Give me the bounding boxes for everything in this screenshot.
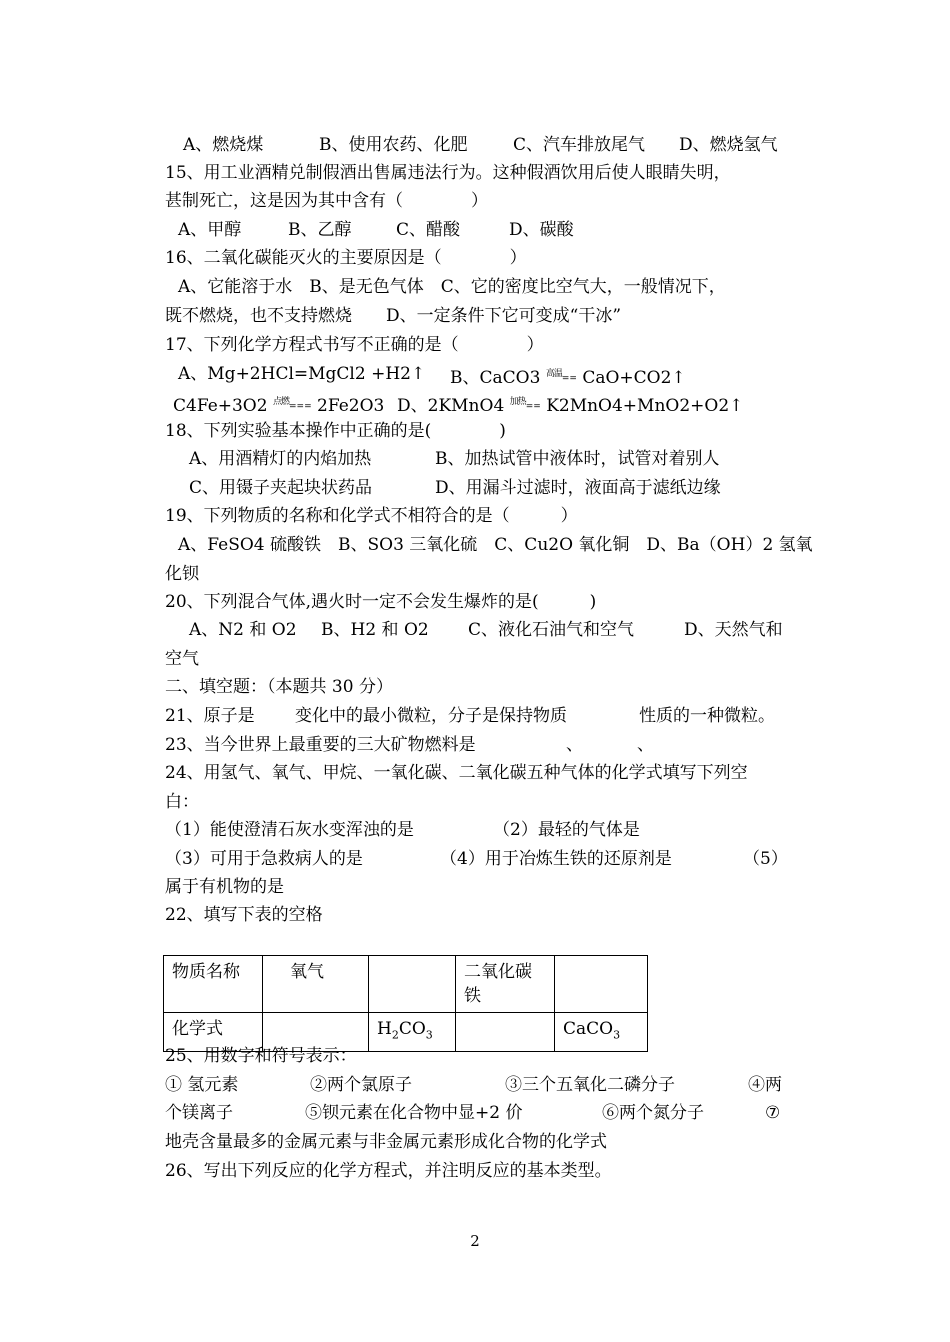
q19-stem: 19、下列物质的名称和化学式不相符合的是（ ） xyxy=(165,506,578,526)
q16-stem: 16、二氧化碳能灭火的主要原因是（ ） xyxy=(165,248,527,268)
q18-option-a: A、用酒精灯的内焰加热 xyxy=(189,449,372,469)
h2co3-sub-3: 3 xyxy=(425,1028,433,1042)
q18-stem: 18、下列实验基本操作中正确的是( ) xyxy=(165,421,506,441)
q15-option-d: D、碳酸 xyxy=(509,220,574,240)
table-cell-label-formula: 化学式 xyxy=(164,1013,263,1052)
table-cell-empty-2[interactable] xyxy=(555,956,648,1013)
table-text-co2: 二氧化碳 xyxy=(464,962,532,982)
q23-separator-2: 、 xyxy=(637,735,654,755)
q15-option-b: B、乙醇 xyxy=(288,220,352,240)
q17-c-equals: === xyxy=(288,402,312,412)
q18-option-b: B、加热试管中液体时，试管对着别人 xyxy=(435,449,720,469)
q25-item-1: ① 氢元素 xyxy=(165,1075,239,1095)
q24-stem-line1: 24、用氢气、氧气、甲烷、一氧化碳、二氧化碳五种气体的化学式填写下列空 xyxy=(165,763,748,783)
q24-line5: 属于有机物的是 xyxy=(165,877,284,897)
q20-options-line2: 空气 xyxy=(165,649,199,669)
q25-item-3: ③三个五氧化二磷分子 xyxy=(505,1075,675,1095)
q25-item-5: ⑤钡元素在化合物中显+2 价 xyxy=(305,1103,523,1123)
q25-item-4a: ④两 xyxy=(748,1075,782,1095)
caco3-sub-3: 3 xyxy=(613,1028,621,1042)
q25-stem: 25、用数字和符号表示： xyxy=(165,1046,357,1066)
q15-option-a: A、甲醇 xyxy=(178,220,242,240)
q23-text: 23、当今世界上最重要的三大矿物燃料是 xyxy=(165,735,476,755)
q14-option-a: A、燃烧煤 xyxy=(183,135,264,155)
table-cell-label-name: 物质名称 xyxy=(164,956,263,1013)
table-cell-co2-iron xyxy=(456,956,555,1013)
q21 xyxy=(165,704,787,728)
page-number: 2 xyxy=(470,1232,480,1250)
q21-part-a: 21、原子是 xyxy=(165,706,255,726)
q25-item-6: ⑥两个氮分子 xyxy=(602,1103,704,1123)
q24-line4 xyxy=(165,847,787,871)
q20-option-d: D、天然气和 xyxy=(684,620,783,640)
q22-stem: 22、填写下表的空格 xyxy=(165,905,323,925)
q24-part-4: （4）用于冶炼生铁的还原剂是 xyxy=(440,849,672,869)
q14-option-c: C、汽车排放尾气 xyxy=(513,135,646,155)
q17-stem: 17、下列化学方程式书写不正确的是（ ） xyxy=(165,335,544,355)
q24-line3 xyxy=(165,818,787,842)
q17-b-equals: == xyxy=(561,374,577,384)
q20-option-a: A、N2 和 O2 xyxy=(189,620,297,640)
q20-option-c: C、液化石油气和空气 xyxy=(468,620,635,640)
q17-option-c xyxy=(173,390,384,419)
q24-part-1: （1）能使澄清石灰水变浑浊的是 xyxy=(165,820,414,840)
h2co3-h: H xyxy=(377,1019,392,1039)
q17-option-b xyxy=(450,362,686,391)
q17-option-d xyxy=(397,390,743,419)
q17-c-product: 2Fe2O3 xyxy=(317,396,385,416)
q23-separator-1: 、 xyxy=(566,735,583,755)
q25-item-7a: ⑦ xyxy=(765,1103,781,1123)
q18-option-c: C、用镊子夹起块状药品 xyxy=(189,478,373,498)
h2co3-co: CO xyxy=(398,1019,426,1039)
q17-b-reactant: B、CaCO3 xyxy=(450,368,541,388)
q19-options-line1: A、FeSO4 硫酸铁 B、SO3 三氧化硫 C、Cu2O 氧化铜 D、Ba（OH）2 氢氧 xyxy=(178,535,813,555)
q14-options xyxy=(183,133,787,157)
q25-item-7b: 地壳含量最多的金属元素与非金属元素形成化合物的化学式 xyxy=(165,1132,607,1152)
q21-part-b: 变化中的最小微粒，分子是保持物质 xyxy=(295,706,567,726)
q24-part-2: （2）最轻的气体是 xyxy=(493,820,640,840)
q17-b-product: CaO+CO2↑ xyxy=(582,368,686,388)
q25-item-2: ②两个氯原子 xyxy=(310,1075,412,1095)
section-2-heading: 二、填空题：（本题共 30 分） xyxy=(165,677,393,697)
q16-options-line1: A、它能溶于水 B、是无色气体 C、它的密度比空气大，一般情况下， xyxy=(178,277,726,297)
q18-option-d: D、用漏斗过滤时，液面高于滤纸边缘 xyxy=(435,478,721,498)
q14-option-d: D、燃烧氢气 xyxy=(679,135,778,155)
q25-item-4b: 个镁离子 xyxy=(165,1103,233,1123)
q17-d-reactant: D、2KMnO4 xyxy=(397,396,505,416)
q25-line2 xyxy=(165,1073,787,1097)
q23 xyxy=(165,733,787,757)
substance-table xyxy=(163,955,648,1052)
q17-d-equals: == xyxy=(525,402,541,412)
q17-d-product: K2MnO4+MnO2+O2↑ xyxy=(546,396,744,416)
q24-part-5: （5） xyxy=(743,849,788,869)
q25-line3 xyxy=(165,1101,787,1125)
table-cell-empty-1[interactable] xyxy=(369,956,456,1013)
q24-stem-line2: 白： xyxy=(165,792,199,812)
q17-option-a: A、Mg+2HCl=MgCl2 +H2↑ xyxy=(178,364,426,384)
q20-option-b: B、H2 和 O2 xyxy=(321,620,429,640)
q15-option-c: C、醋酸 xyxy=(396,220,461,240)
q17-d-condition: 加热 xyxy=(509,397,526,407)
q17-b-condition: 高温 xyxy=(545,369,562,379)
q15-stem-line1: 15、用工业酒精兑制假酒出售属违法行为。这种假酒饮用后使人眼睛失明， xyxy=(165,163,731,183)
q15-stem-line2: 甚制死亡，这是因为其中含有（ ） xyxy=(165,191,488,211)
q26-stem: 26、写出下列反应的化学方程式，并注明反应的基本类型。 xyxy=(165,1161,612,1181)
q17-c-reactant: C4Fe+3O2 xyxy=(173,396,268,416)
table-row xyxy=(164,956,648,1013)
h2co3-sub-2: 2 xyxy=(391,1028,399,1042)
q20-stem: 20、下列混合气体,遇火时一定不会发生爆炸的是( ) xyxy=(165,592,597,612)
q16-options-line2: 既不燃烧，也不支持燃烧 D、一定条件下它可变成“干冰” xyxy=(165,306,622,326)
caco3-main: CaCO xyxy=(563,1019,614,1039)
q14-option-b: B、使用农药、化肥 xyxy=(319,135,468,155)
q24-part-3: （3）可用于急救病人的是 xyxy=(165,849,363,869)
q21-part-c: 性质的一种微粒。 xyxy=(639,706,775,726)
table-text-iron: 铁 xyxy=(464,986,481,1006)
q19-options-line2: 化钡 xyxy=(165,564,199,584)
q17-c-condition: 点燃 xyxy=(272,397,289,407)
table-cell-oxygen: 氧气 xyxy=(263,956,369,1013)
